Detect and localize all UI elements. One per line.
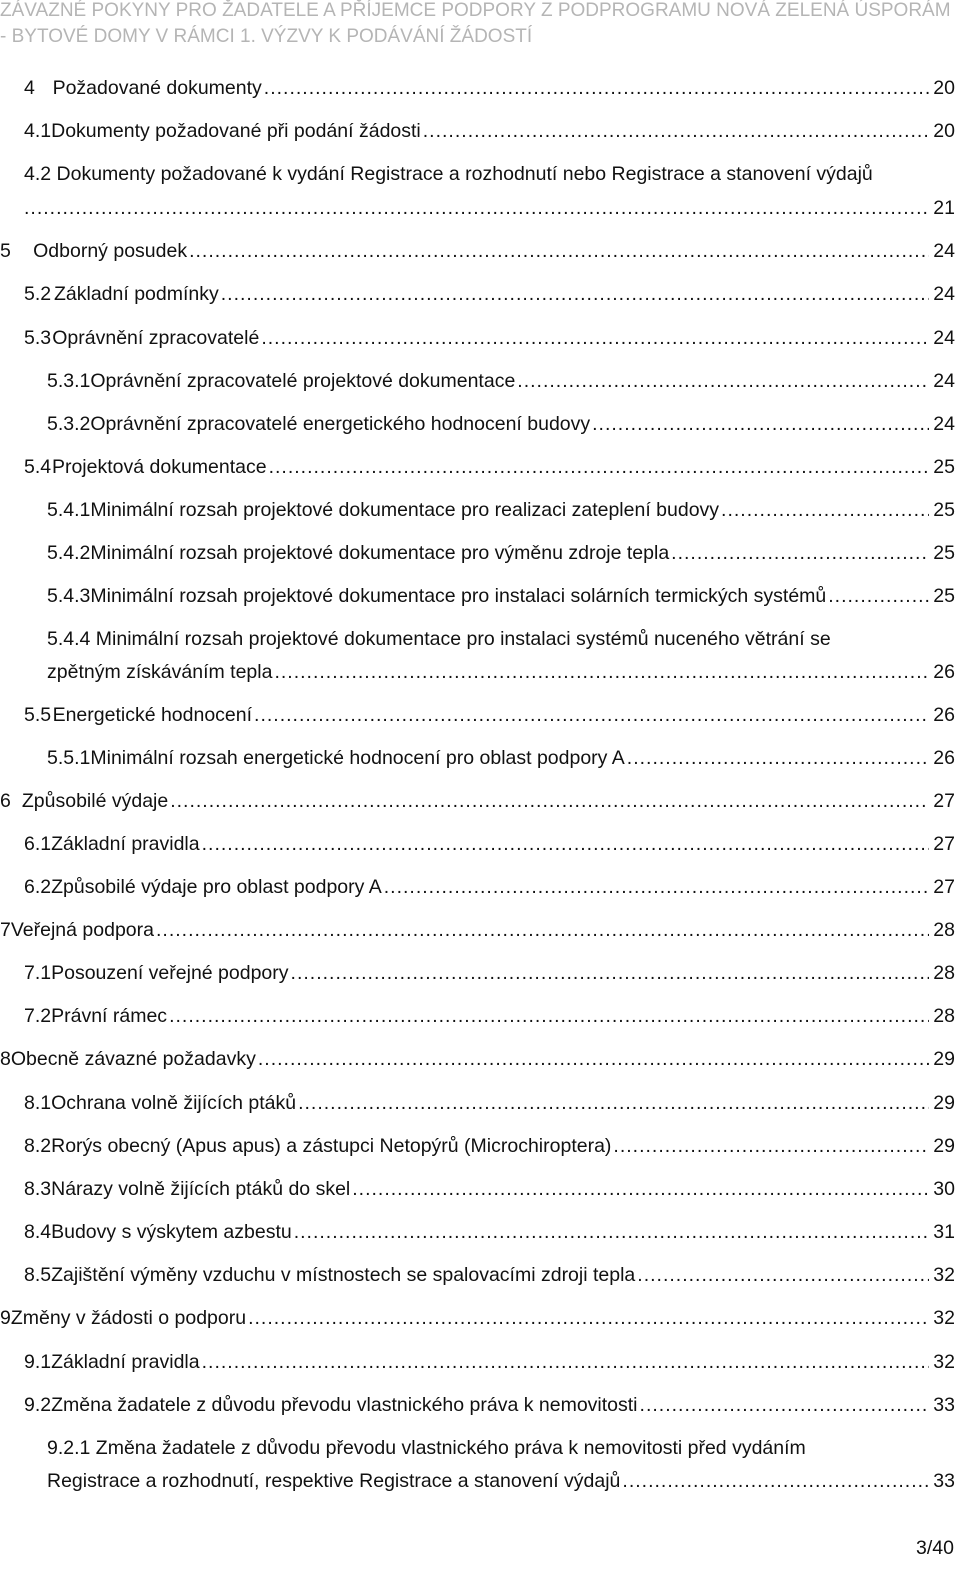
toc-number: 8.2 bbox=[24, 1135, 52, 1157]
toc-title: Veřejná podpora bbox=[10, 919, 154, 941]
toc-number: 5.4.3 bbox=[47, 585, 91, 607]
toc-page: 32 bbox=[933, 1307, 955, 1329]
toc-entry-5-3-1[interactable] bbox=[47, 365, 955, 398]
toc-page: 26 bbox=[933, 747, 955, 769]
toc-title: Minimální rozsah energetické hodnocení pro oblast podpory A bbox=[90, 747, 625, 769]
toc-leader bbox=[202, 828, 929, 861]
toc-title: Oprávnění zpracovatelé energetického hodnocení budovy bbox=[90, 413, 591, 435]
toc-leader bbox=[640, 1389, 929, 1422]
toc-entry-5-4-4-continuation[interactable] bbox=[47, 656, 955, 689]
toc-leader bbox=[627, 742, 929, 775]
toc-title: Dokumenty požadované k vydání Registrace a rozhodnutí nebo Registrace a stanovení výdajů bbox=[56, 163, 873, 185]
toc-leader bbox=[517, 365, 929, 398]
toc-page: 28 bbox=[933, 1005, 955, 1027]
toc-entry-7[interactable] bbox=[0, 914, 955, 947]
toc-title: Změna žadatele z důvodu převodu vlastnického práva k nemovitosti bbox=[51, 1394, 638, 1416]
toc-entry-4-2-continuation[interactable] bbox=[24, 192, 955, 225]
toc-entry-9-2[interactable] bbox=[24, 1389, 955, 1422]
toc-entry-6[interactable] bbox=[0, 785, 955, 818]
toc-title: Minimální rozsah projektové dokumentace pro realizaci zateplení budovy bbox=[90, 499, 720, 521]
toc-leader bbox=[637, 1259, 929, 1292]
toc-page: 33 bbox=[933, 1394, 955, 1416]
toc-title: Posouzení veřejné podpory bbox=[51, 962, 289, 984]
toc-leader bbox=[264, 72, 929, 105]
toc-page: 33 bbox=[933, 1470, 955, 1492]
toc-entry-9-2-1-continuation[interactable] bbox=[47, 1465, 955, 1498]
toc-entry-8-1[interactable] bbox=[24, 1087, 955, 1120]
toc-page: 24 bbox=[933, 370, 955, 392]
toc-number: 5.4.1 bbox=[47, 499, 91, 521]
toc-page: 29 bbox=[933, 1048, 955, 1070]
toc-leader bbox=[24, 192, 929, 225]
toc-leader bbox=[352, 1173, 929, 1206]
toc-number: 5.4.4 bbox=[47, 628, 91, 650]
toc-number: 7.2 bbox=[24, 1005, 52, 1027]
toc-page: 27 bbox=[933, 790, 955, 812]
toc-title: Základní podmínky bbox=[53, 283, 219, 305]
toc-title: Změny v žádosti o podporu bbox=[10, 1307, 247, 1329]
toc-number: 6.1 bbox=[24, 833, 52, 855]
toc-leader bbox=[291, 957, 929, 990]
toc-entry-5-4-2[interactable] bbox=[47, 537, 955, 570]
toc-entry-5-4-1[interactable] bbox=[47, 494, 955, 527]
toc-entry-9-1[interactable] bbox=[24, 1346, 955, 1379]
toc-page: 29 bbox=[933, 1135, 955, 1157]
toc-number: 4.2 bbox=[24, 163, 52, 185]
toc-entry-5[interactable] bbox=[0, 235, 955, 268]
toc-number: 5.3 bbox=[24, 327, 52, 349]
toc-page: 26 bbox=[933, 661, 955, 683]
toc-leader bbox=[248, 1302, 929, 1335]
header-line-2: - BYTOVÉ DOMY V RÁMCI 1. VÝZVY K PODÁVÁNÍ ŽÁDOSTÍ bbox=[0, 26, 533, 47]
toc-title: Požadované dokumenty bbox=[52, 77, 262, 99]
toc-title: Minimální rozsah projektové dokumentace pro instalaci solárních termických systémů bbox=[90, 585, 827, 607]
toc-entry-5-3[interactable] bbox=[24, 322, 955, 355]
toc-page: 24 bbox=[933, 283, 955, 305]
toc-number: 8 bbox=[0, 1048, 11, 1070]
toc-title: Nárazy volně žijících ptáků do skel bbox=[51, 1178, 351, 1200]
toc-number: 8.1 bbox=[24, 1092, 52, 1114]
toc-title: Obecně závazné požadavky bbox=[10, 1048, 256, 1070]
toc-number: 8.3 bbox=[24, 1178, 52, 1200]
toc-entry-8[interactable] bbox=[0, 1043, 955, 1076]
toc-leader bbox=[269, 451, 929, 484]
toc-page: 24 bbox=[933, 240, 955, 262]
toc-entry-8-4[interactable] bbox=[24, 1216, 955, 1249]
toc-entry-9-2-1[interactable] bbox=[47, 1432, 806, 1465]
toc-leader bbox=[202, 1346, 929, 1379]
toc-title-continuation: Registrace a rozhodnutí, respektive Registrace a stanovení výdajů bbox=[47, 1470, 621, 1492]
toc-number: 5 bbox=[0, 240, 11, 262]
toc-page: 25 bbox=[933, 585, 955, 607]
toc-entry-4-1[interactable] bbox=[24, 115, 955, 148]
page-number: 3/40 bbox=[916, 1537, 954, 1559]
toc-entry-8-3[interactable] bbox=[24, 1173, 955, 1206]
toc-title: Budovy s výskytem azbestu bbox=[51, 1221, 292, 1243]
toc-leader bbox=[384, 871, 929, 904]
toc-leader bbox=[721, 494, 929, 527]
toc-leader bbox=[258, 1043, 929, 1076]
toc-leader bbox=[592, 408, 929, 441]
toc-page: 30 bbox=[933, 1178, 955, 1200]
toc-title: Ochrana volně žijících ptáků bbox=[51, 1092, 297, 1114]
toc-entry-5-5[interactable] bbox=[24, 699, 955, 732]
toc-entry-4-2[interactable] bbox=[24, 158, 873, 191]
toc-number: 6 bbox=[0, 790, 11, 812]
toc-page: 27 bbox=[933, 833, 955, 855]
toc-leader bbox=[170, 785, 929, 818]
toc-page: 28 bbox=[933, 962, 955, 984]
toc-leader bbox=[169, 1000, 929, 1033]
toc-leader bbox=[254, 699, 929, 732]
toc-number: 8.5 bbox=[24, 1264, 52, 1286]
toc-page: 20 bbox=[933, 77, 955, 99]
toc-title: Základní pravidla bbox=[51, 1351, 200, 1373]
toc-number: 5.3.1 bbox=[47, 370, 91, 392]
toc-leader bbox=[274, 656, 929, 689]
toc-leader bbox=[298, 1087, 929, 1120]
toc-page: 25 bbox=[933, 499, 955, 521]
toc-entry-5-4[interactable] bbox=[24, 451, 955, 484]
toc-title: Dokumenty požadované při podání žádosti bbox=[51, 120, 421, 142]
toc-page: 25 bbox=[933, 456, 955, 478]
toc-title: Minimální rozsah projektové dokumentace pro výměnu zdroje tepla bbox=[90, 542, 670, 564]
toc-leader bbox=[221, 278, 929, 311]
toc-title: Způsobilé výdaje pro oblast podpory A bbox=[51, 876, 382, 898]
toc-page: 20 bbox=[933, 120, 955, 142]
toc-number: 9.1 bbox=[24, 1351, 52, 1373]
toc-page: 32 bbox=[933, 1264, 955, 1286]
toc-number: 9.2.1 bbox=[47, 1437, 91, 1459]
toc-number: 9.2 bbox=[24, 1394, 52, 1416]
toc-title: Způsobilé výdaje bbox=[21, 790, 169, 812]
toc-number: 5.5.1 bbox=[47, 747, 91, 769]
toc-entry-5-4-4[interactable] bbox=[47, 623, 831, 656]
toc-title: Oprávnění zpracovatelé projektové dokumentace bbox=[90, 370, 516, 392]
toc-leader bbox=[828, 580, 929, 613]
toc-number: 5.4 bbox=[24, 456, 52, 478]
toc-number: 5.4.2 bbox=[47, 542, 91, 564]
toc-leader bbox=[423, 115, 929, 148]
toc-number: 5.3.2 bbox=[47, 413, 91, 435]
toc-entry-4[interactable] bbox=[0, 72, 955, 105]
toc-title: Rorýs obecný (Apus apus) a zástupci Netopýrů (Microchiroptera) bbox=[51, 1135, 612, 1157]
toc-entry-5-2[interactable] bbox=[24, 278, 955, 311]
toc-title: Minimální rozsah projektové dokumentace pro instalaci systémů nuceného větrání se bbox=[95, 628, 831, 650]
toc-number: 7 bbox=[0, 919, 11, 941]
toc-page: 29 bbox=[933, 1092, 955, 1114]
toc-title-continuation: zpětným získáváním tepla bbox=[47, 661, 273, 683]
toc-leader bbox=[671, 537, 929, 570]
toc-page: 25 bbox=[933, 542, 955, 564]
toc-entry-8-5[interactable] bbox=[24, 1259, 955, 1292]
toc-title: Změna žadatele z důvodu převodu vlastnického práva k nemovitosti před vydáním bbox=[95, 1437, 806, 1459]
toc-leader bbox=[613, 1130, 929, 1163]
toc-title: Projektová dokumentace bbox=[51, 456, 267, 478]
toc-page: 27 bbox=[933, 876, 955, 898]
toc-leader bbox=[156, 914, 929, 947]
toc-leader bbox=[189, 235, 929, 268]
toc-entry-8-2[interactable] bbox=[24, 1130, 955, 1163]
toc-leader bbox=[622, 1465, 929, 1498]
toc-entry-6-1[interactable] bbox=[24, 828, 955, 861]
header-line-1: ZÁVAZNÉ POKYNY PRO ŽADATELE A PŘÍJEMCE PODPORY Z PODPROGRAMU NOVÁ ZELENÁ ÚSPORÁM bbox=[0, 0, 951, 21]
toc-number: 5.2 bbox=[24, 283, 52, 305]
toc-number: 4.1 bbox=[24, 120, 52, 142]
toc-page: 28 bbox=[933, 919, 955, 941]
toc-title: Právní rámec bbox=[51, 1005, 168, 1027]
toc-entry-5-4-3[interactable] bbox=[47, 580, 955, 613]
toc-title: Základní pravidla bbox=[51, 833, 200, 855]
toc-entry-6-2[interactable] bbox=[24, 871, 955, 904]
toc-page: 31 bbox=[933, 1221, 955, 1243]
toc-leader bbox=[294, 1216, 929, 1249]
toc-entry-5-3-2[interactable] bbox=[47, 408, 955, 441]
toc-number: 4 bbox=[24, 77, 35, 99]
toc-number: 9 bbox=[0, 1307, 11, 1329]
toc-page: 32 bbox=[933, 1351, 955, 1373]
toc-title: Energetické hodnocení bbox=[52, 704, 253, 726]
toc-number: 8.4 bbox=[24, 1221, 52, 1243]
toc-page: 21 bbox=[933, 197, 955, 219]
toc-page: 24 bbox=[933, 413, 955, 435]
toc-title: Zajištění výměny vzduchu v místnostech se spalovacími zdroji tepla bbox=[51, 1264, 636, 1286]
toc-entry-7-1[interactable] bbox=[24, 957, 955, 990]
toc-entry-7-2[interactable] bbox=[24, 1000, 955, 1033]
toc-entry-9[interactable] bbox=[0, 1302, 955, 1335]
toc-title: Odborný posudek bbox=[33, 240, 188, 262]
toc-title: Oprávnění zpracovatelé bbox=[52, 327, 260, 349]
toc-number: 6.2 bbox=[24, 876, 52, 898]
toc-page: 24 bbox=[933, 327, 955, 349]
toc-number: 5.5 bbox=[24, 704, 52, 726]
toc-number: 7.1 bbox=[24, 962, 52, 984]
toc-page: 26 bbox=[933, 704, 955, 726]
toc-entry-5-5-1[interactable] bbox=[47, 742, 955, 775]
toc-leader bbox=[261, 322, 929, 355]
